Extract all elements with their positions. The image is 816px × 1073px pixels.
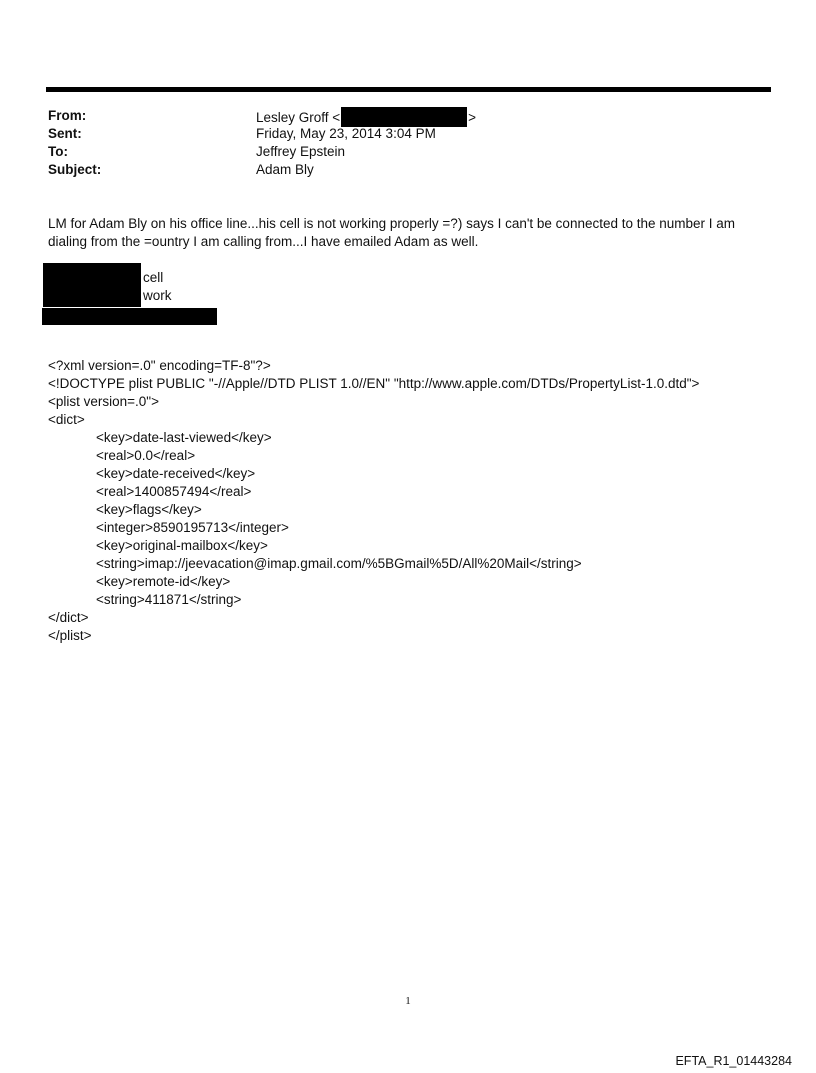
plist-dict-open: <dict> [48,412,85,427]
plist-line: <key>original-mailbox</key> [96,538,268,553]
to-value: Jeffrey Epstein [256,144,346,159]
sent-label: Sent: [48,126,82,141]
redacted-phone-numbers [43,263,141,307]
subject-value: Adam Bly [256,162,314,177]
from-name: Lesley Groff < [256,110,341,125]
cell-label: cell [143,270,164,285]
plist-line: <key>remote-id</key> [96,574,231,589]
plist-open: <plist version=.0"> [48,394,159,409]
redacted-email [341,107,467,127]
plist-dict-close: </dict> [48,610,89,625]
plist-close: </plist> [48,628,92,643]
plist-line: <real>1400857494</real> [96,484,252,499]
plist-line: <string>imap://jeevacation@imap.gmail.com/%5BGmail%5D/All%20Mail</string> [96,556,582,571]
document-id: EFTA_R1_01443284 [675,1054,792,1068]
plist-xml-decl: <?xml version=.0" encoding=TF-8"?> [48,358,271,373]
email-body [48,215,768,251]
plist-metadata [48,357,699,645]
plist-line: <key>date-last-viewed</key> [96,430,272,445]
plist-line: <string>411871</string> [96,592,242,607]
sent-value: Friday, May 23, 2014 3:04 PM [256,126,436,141]
to-label: To: [48,144,68,159]
from-label: From: [48,108,87,123]
header-rule [46,87,771,92]
plist-doctype: <!DOCTYPE plist PUBLIC "-//Apple//DTD PLIST 1.0//EN" "http://www.apple.com/DTDs/PropertyList-1.0.dtd"> [48,376,700,391]
plist-line: <integer>8590195713</integer> [96,520,289,535]
from-close: > [468,110,477,125]
from-value [256,107,476,127]
redacted-line [42,308,217,325]
plist-line: <real>0.0</real> [96,448,196,463]
subject-label: Subject: [48,162,102,177]
body-line-2: dialing from the =ountry I am calling from...I have emailed Adam as well. [48,234,479,249]
page-number: 1 [405,995,411,1007]
body-line-1: LM for Adam Bly on his office line...his cell is not working properly =?) says I can't be connected to the number I am [48,216,736,231]
plist-line: <key>date-received</key> [96,466,256,481]
plist-line: <key>flags</key> [96,502,202,517]
work-label: work [143,288,172,303]
